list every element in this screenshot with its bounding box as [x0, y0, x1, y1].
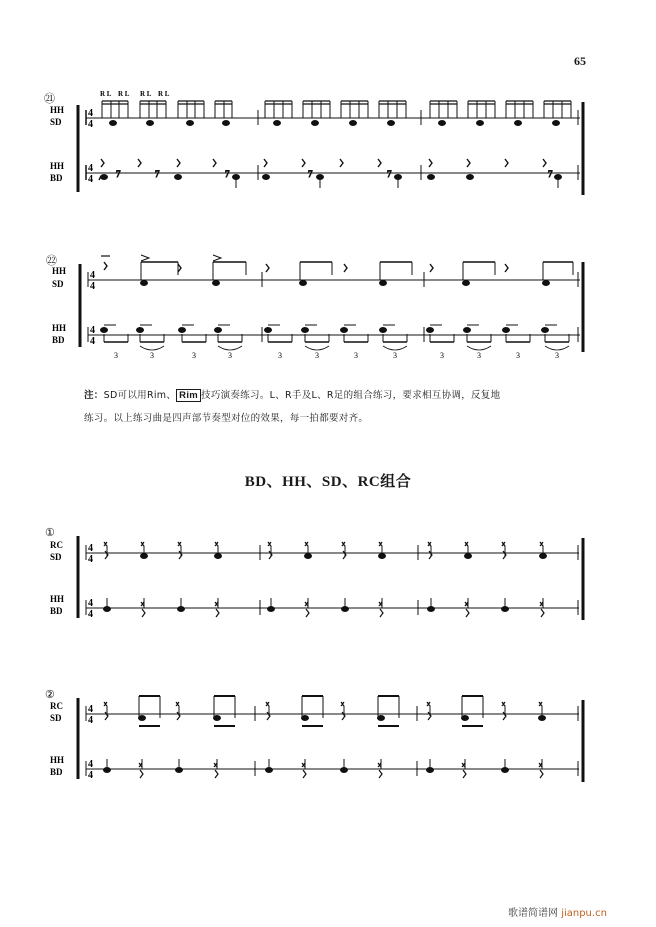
notation-marks: [99, 101, 571, 188]
staff-label: HH: [50, 105, 65, 115]
staff-label: HH: [52, 323, 67, 333]
svg-text:7: 7: [225, 169, 230, 179]
svg-text:7: 7: [548, 169, 553, 179]
staff-label: BD: [50, 173, 63, 183]
time-signature: 4: [88, 174, 93, 185]
staff-label: RC: [50, 540, 63, 550]
svg-text:3: 3: [150, 351, 154, 360]
note-text: SD可以用Rim、: [103, 390, 177, 401]
svg-text:3: 3: [440, 351, 444, 360]
exercise-number: ①: [45, 527, 55, 539]
svg-text:7: 7: [387, 169, 392, 179]
time-signature: 4: [90, 325, 95, 336]
watermark-site: 歌谱简谱网: [508, 908, 558, 919]
exercise-21-system: [0, 80, 656, 200]
sticking: R L: [100, 90, 112, 98]
staff-lines: [80, 262, 583, 352]
time-signature: 4: [88, 770, 93, 781]
staff-label: HH: [50, 161, 65, 171]
staff-label: SD: [50, 552, 62, 562]
exercise-note: [84, 384, 584, 430]
exercise-22-system: [0, 242, 656, 367]
exercise-number: ㉒: [46, 255, 57, 267]
page-number: 65: [574, 54, 586, 68]
svg-text:3: 3: [477, 351, 481, 360]
sticking: R L: [118, 90, 130, 98]
note-label: 注：: [84, 390, 104, 401]
staff-label: BD: [52, 335, 65, 345]
time-signature: 4: [88, 759, 93, 770]
time-signature: 4: [88, 598, 93, 609]
svg-text:3: 3: [393, 351, 397, 360]
time-signature: 4: [90, 270, 95, 281]
time-signature: 4: [88, 543, 93, 554]
note-text: 技巧演奏练习。L、R手及L、R足的组合练习，要求相互协调，反复地: [201, 390, 501, 401]
staff-label: BD: [50, 606, 63, 616]
time-signature: 4: [88, 609, 93, 620]
svg-text:3: 3: [354, 351, 358, 360]
time-signature: 4: [90, 336, 95, 347]
svg-text:3: 3: [555, 351, 559, 360]
time-signature: 4: [88, 163, 93, 174]
exercise-number: ㉑: [44, 93, 55, 105]
time-signature: 4: [88, 715, 93, 726]
svg-text:7: 7: [116, 169, 121, 179]
time-signature: 4: [88, 119, 93, 130]
time-signature: 4: [88, 554, 93, 565]
sticking: R L: [140, 90, 152, 98]
note-line-1: [84, 384, 584, 407]
svg-text:7: 7: [308, 169, 313, 179]
staff-label: HH: [50, 594, 65, 604]
section-title: BD、HH、SD、RC组合: [244, 474, 412, 490]
staff-label: SD: [50, 117, 62, 127]
staff-label: BD: [50, 767, 63, 777]
notation-marks: [104, 696, 546, 778]
staff-label: RC: [50, 701, 63, 711]
staff-label: SD: [50, 713, 62, 723]
triplet-marks: [114, 351, 559, 360]
svg-text:7: 7: [155, 169, 160, 179]
exercise-1-system: [0, 522, 656, 622]
rim-box: Rim: [176, 389, 201, 402]
watermark-url: jianpu.cn: [561, 908, 607, 919]
svg-text:3: 3: [192, 351, 196, 360]
svg-text:3: 3: [278, 351, 282, 360]
svg-text:3: 3: [315, 351, 319, 360]
notation-marks: [101, 255, 574, 350]
exercise-2-system: [0, 682, 656, 782]
sticking: R L: [158, 90, 170, 98]
watermark: [508, 904, 607, 919]
staff-label: SD: [52, 279, 64, 289]
exercise-number: ②: [45, 689, 55, 701]
svg-text:3: 3: [516, 351, 520, 360]
staff-label: HH: [52, 266, 67, 276]
note-line-2: 练习。以上练习曲是四声部节奏型对位的效果，每一拍都要对齐。: [84, 413, 369, 424]
time-signature: 4: [88, 704, 93, 715]
time-signature: 4: [88, 108, 93, 119]
svg-text:3: 3: [228, 351, 232, 360]
time-signature: 4: [90, 281, 95, 292]
svg-text:3: 3: [114, 351, 118, 360]
staff-label: HH: [50, 755, 65, 765]
